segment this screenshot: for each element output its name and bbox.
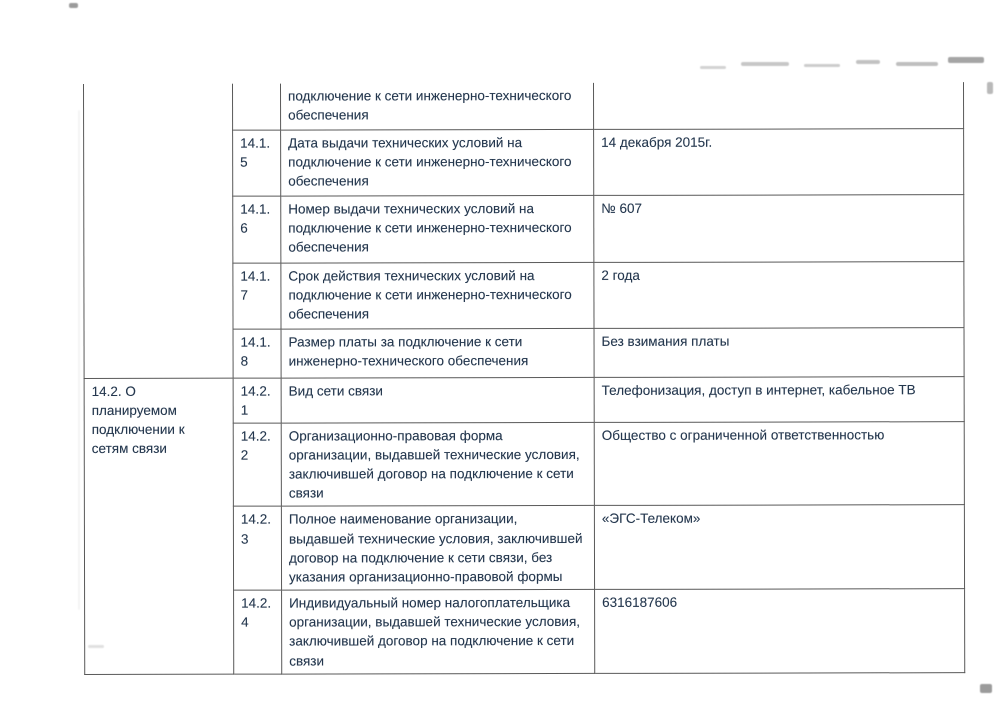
table-row xyxy=(84,82,964,130)
row-number-cell: 14.1.6 xyxy=(233,196,281,263)
row-description-cell: Номер выдачи технических условий на подключение к сети инженерно-технического обеспечения xyxy=(281,195,594,263)
row-number-cell: 14.1.8 xyxy=(233,329,281,378)
row-description-cell: Полное наименование организации, выдавшей технические условия, заключившей договор на подключение к сети связи, без указания организационно-правовой формы xyxy=(281,506,594,590)
row-value-cell: Без взимания платы xyxy=(594,327,964,377)
scan-artifact xyxy=(69,3,78,8)
row-value-cell: Телефонизация, доступ в интернет, кабельное ТВ xyxy=(594,376,964,422)
row-number-cell: 14.2.1 xyxy=(233,378,281,423)
row-description-cell: подключение к сети инженерно-технического обеспечения xyxy=(280,83,593,130)
row-value-cell: 2 года xyxy=(594,261,964,328)
row-description-cell: Срок действия технических условий на подключение к сети инженерно-технического обеспечения xyxy=(281,262,594,329)
scan-artifact xyxy=(896,62,938,66)
scan-artifact xyxy=(987,82,993,94)
document-table-region xyxy=(83,82,965,675)
row-number-cell: 14.1.5 xyxy=(233,130,281,196)
scan-artifact xyxy=(856,60,880,64)
row-description-cell: Размер платы за подключение к сети инженерно-технического обеспечения xyxy=(281,328,594,378)
utility-connection-table xyxy=(83,82,965,675)
section-label-cell xyxy=(84,84,234,378)
row-value-cell xyxy=(593,82,963,129)
row-number-cell: 14.1.7 xyxy=(233,263,281,329)
scan-artifact xyxy=(741,62,789,66)
row-value-cell: «ЭГС-Телеком» xyxy=(594,505,964,589)
row-number-cell: 14.2.3 xyxy=(233,507,281,591)
row-description-cell: Вид сети связи xyxy=(281,377,594,423)
row-value-cell: Общество с ограниченной ответственностью xyxy=(594,421,964,505)
row-number-cell xyxy=(232,84,280,130)
scan-artifact xyxy=(700,66,726,69)
row-description-cell: Организационно-правовая форма организации, выдавшей технические условия, заключившей договор на подключение к сети связи xyxy=(281,422,594,506)
scan-artifact xyxy=(88,645,104,648)
row-number-cell: 14.2.2 xyxy=(233,423,281,507)
row-value-cell: 6316187606 xyxy=(595,589,965,673)
row-description-cell: Дата выдачи технических условий на подключение к сети инженерно-технического обеспечения xyxy=(281,129,594,196)
row-value-cell: № 607 xyxy=(594,194,964,262)
row-value-cell: 14 декабря 2015г. xyxy=(594,128,964,195)
section-label-cell: 14.2. О планируемом подключении к сетям связи xyxy=(84,378,234,674)
row-number-cell: 14.2.4 xyxy=(234,590,282,674)
scan-artifact xyxy=(948,57,984,63)
scan-artifact xyxy=(804,64,840,67)
scan-artifact xyxy=(78,110,80,610)
scan-artifact xyxy=(980,684,992,693)
table-row xyxy=(84,376,964,423)
row-description-cell: Индивидуальный номер налогоплательщика организации, выдавшей технические условия, заключившей договор на подключение к сети связи xyxy=(282,589,595,673)
